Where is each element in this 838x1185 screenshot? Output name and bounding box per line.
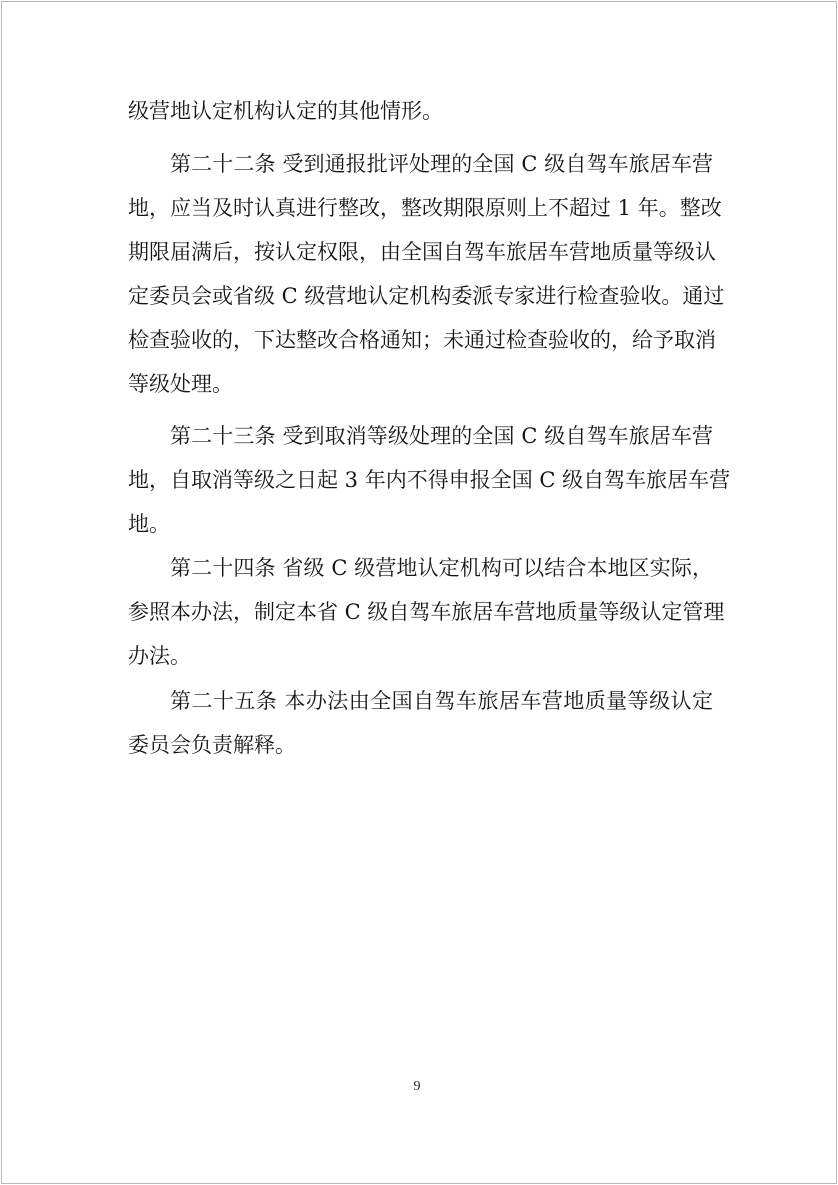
article-25-heading-line: 第二十五条 本办法由全国自驾车旅居车营地质量等级认定 — [170, 689, 713, 713]
paragraph-line: 等级处理。 — [128, 372, 233, 396]
article-23-heading-line: 第二十三条 受到取消等级处理的全国 C 级自驾车旅居车营 — [170, 424, 713, 448]
paragraph-line: 办法。 — [128, 644, 191, 668]
paragraph-line: 期限届满后，按认定权限，由全国自驾车旅居车营地质量等级认 — [128, 240, 716, 264]
paragraph-line: 委员会负责解释。 — [128, 733, 296, 757]
paragraph-line: 参照本办法，制定本省 C 级自驾车旅居车营地质量等级认定管理 — [128, 600, 725, 624]
paragraph-line: 地。 — [128, 512, 170, 536]
article-24-heading-line: 第二十四条 省级 C 级营地认定机构可以结合本地区实际， — [170, 556, 713, 580]
paragraph-line: 定委员会或省级 C 级营地认定机构委派专家进行检查验收。通过 — [128, 284, 725, 308]
paragraph-line: 地，自取消等级之日起 3 年内不得申报全国 C 级自驾车旅居车营 — [128, 468, 731, 492]
paragraph-line: 地，应当及时认真进行整改，整改期限原则上不超过 1 年。整改 — [128, 196, 722, 220]
paragraph-line: 级营地认定机构认定的其他情形。 — [128, 99, 443, 123]
article-22-heading-line: 第二十二条 受到通报批评处理的全国 C 级自驾车旅居车营 — [170, 152, 713, 176]
paragraph-line: 检查验收的，下达整改合格通知；未通过检查验收的，给予取消 — [128, 328, 716, 352]
document-page — [1, 1, 837, 1184]
page-number: 9 — [413, 1079, 421, 1094]
